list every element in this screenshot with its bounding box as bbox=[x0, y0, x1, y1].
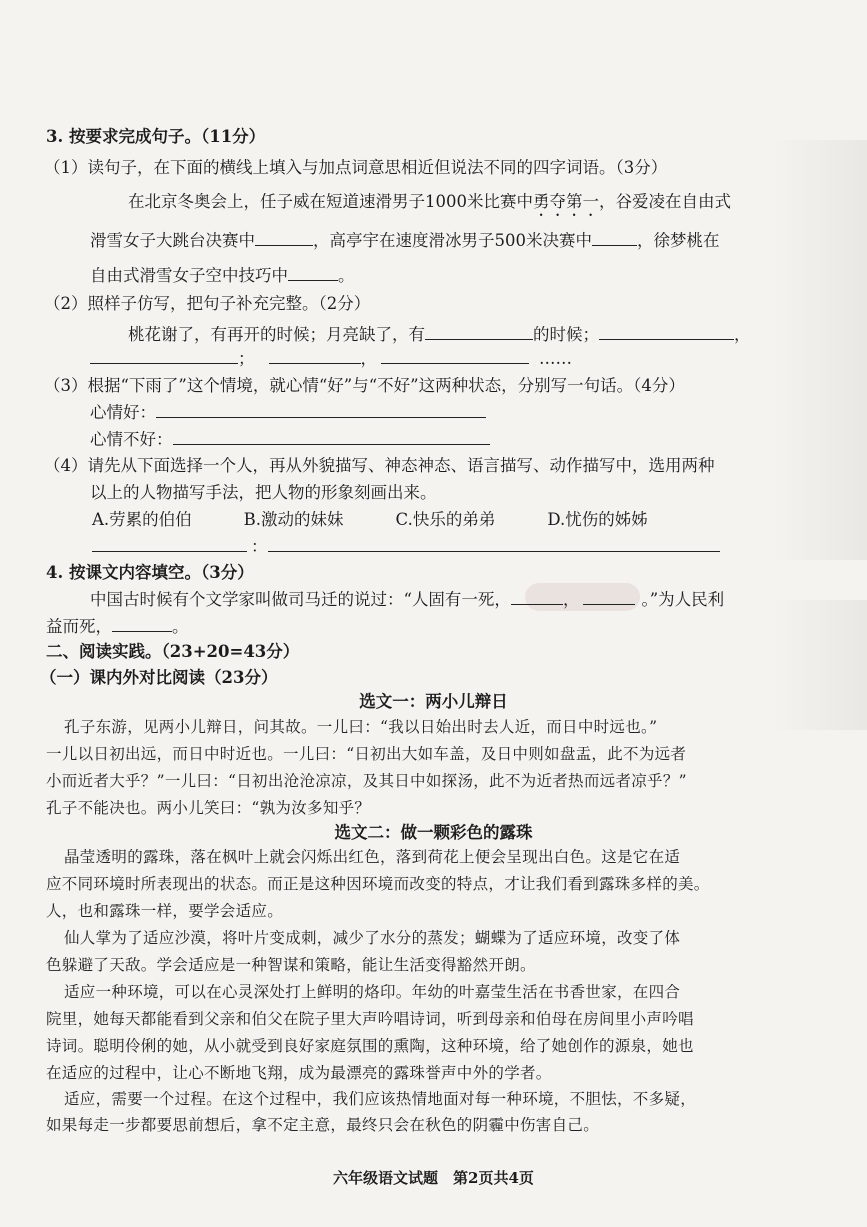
text-1-line: 孔子不能决也。两小儿笑曰：“孰为汝多知乎？ bbox=[46, 799, 371, 817]
text: ，谷爱凌在自由式 bbox=[599, 192, 731, 211]
answer-blank[interactable] bbox=[112, 615, 172, 632]
section-2-part-1-title: （一）课内外对比阅读（23分） bbox=[40, 668, 278, 687]
text: 益而死， bbox=[46, 617, 112, 636]
text-1-line: 孔子东游，见两小儿辩日，问其故。一儿曰：“我以日始出时去人近，而日中时远也。” bbox=[64, 718, 658, 736]
text: ，高亭宇在速度滑冰男子500米决赛中 bbox=[313, 231, 592, 250]
option-a: A.劳累的伯伯 bbox=[92, 510, 192, 529]
text: 心情不好： bbox=[90, 430, 173, 449]
text: ，徐梦桃在 bbox=[637, 231, 720, 250]
text-1-line: 小而近者大乎？”一儿曰：“日初出沧沧凉凉，及其日中如探汤，此不为近者热而远者凉乎？” bbox=[46, 772, 687, 790]
dotted-phrase: 勇夺第一 bbox=[533, 192, 599, 211]
text: 。”为人民利 bbox=[641, 590, 725, 609]
option-d: D.忧伤的姊姊 bbox=[547, 510, 648, 529]
q3-4-options bbox=[92, 509, 648, 531]
text-2-line: 晶莹透明的露珠，落在枫叶上就会闪烁出红色，落到荷花上便会呈现出白色。这是它在适 bbox=[64, 848, 681, 866]
answer-blank[interactable] bbox=[381, 347, 529, 364]
text-2-line: 应不同环境时所表现出的状态。而正是这种因环境而改变的特点，才让我们看到露珠多样的美。 bbox=[46, 875, 710, 893]
text: ， bbox=[360, 349, 377, 368]
text-2-title: 选文二：做一颗彩色的露珠 bbox=[334, 823, 533, 842]
q3-2-line-1 bbox=[128, 323, 751, 346]
text: 的时候； bbox=[533, 325, 599, 344]
text-1-line: 一儿以日初出远，而日中时近也。一儿曰：“日初出大如车盖，及日中则如盘盂，此不为远者 bbox=[46, 745, 687, 763]
answer-blank[interactable] bbox=[156, 401, 486, 418]
q3-4-instruction-2: 以上的人物描写手法，把人物的形象刻画出来。 bbox=[90, 483, 437, 502]
text-2-line: 院里，她每天都能看到父亲和伯父在院子里大声吟唱诗词，听到母亲和伯母在房间里小声吟唱 bbox=[46, 1010, 694, 1028]
text: ， bbox=[562, 590, 580, 609]
text: 桃花谢了，有再开的时候；月亮缺了，有 bbox=[128, 325, 425, 344]
text: ； bbox=[238, 349, 255, 368]
answer-blank[interactable] bbox=[268, 535, 720, 552]
answer-blank[interactable] bbox=[425, 323, 533, 340]
question-3-title: 3. 按要求完成句子。（11分） bbox=[46, 127, 266, 146]
text-2-line: 人，也和露珠一样，要学会适应。 bbox=[46, 902, 284, 920]
q3-1-line-3 bbox=[90, 264, 355, 287]
text-2-line: 诗词。聪明伶俐的她，从小就受到良好家庭氛围的熏陶，这种环境，给了她创作的源泉，她也 bbox=[46, 1037, 694, 1055]
q3-3-bad bbox=[90, 428, 490, 451]
text-1-title: 选文一：两小儿辩日 bbox=[359, 692, 508, 711]
q3-3-good bbox=[90, 401, 486, 424]
q3-1-line-1 bbox=[128, 191, 731, 220]
text-2-line: 如果每走一步都要思前想后，拿不定主意，最终只会在秋色的阴霾中伤害自己。 bbox=[46, 1116, 600, 1134]
q3-2-line-2 bbox=[90, 347, 572, 370]
option-b: B.激动的妹妹 bbox=[243, 510, 344, 529]
page-footer: 六年级语文试题 第2页共4页 bbox=[333, 1169, 534, 1187]
q3-4-answer-line bbox=[92, 535, 720, 558]
text-2-line: 在适应的过程中，让心不断地飞翔，成为最漂亮的露珠誉声中外的学者。 bbox=[46, 1064, 552, 1082]
option-c: C.快乐的弟弟 bbox=[395, 510, 496, 529]
q3-2-instruction: （2）照样子仿写，把句子补充完整。（2分） bbox=[44, 294, 371, 313]
q4-line-1 bbox=[90, 588, 724, 611]
text: …… bbox=[539, 349, 572, 368]
answer-blank[interactable] bbox=[269, 347, 361, 364]
section-2-title: 二、阅读实践。（23+20=43分） bbox=[46, 642, 300, 661]
q3-1-instruction: （1）读句子，在下面的横线上填入与加点词意思相近但说法不同的四字词语。（3分） bbox=[44, 158, 668, 177]
text: 自由式滑雪女子空中技巧中 bbox=[90, 266, 288, 285]
q3-3-instruction: （3）根据“下雨了”这个情境，就心情“好”与“不好”这两种状态，分别写一句话。（4分） bbox=[44, 376, 685, 395]
answer-blank[interactable] bbox=[90, 347, 238, 364]
answer-blank[interactable] bbox=[583, 588, 635, 605]
text: 滑雪女子大跳台决赛中 bbox=[90, 231, 255, 250]
q3-1-line-2 bbox=[90, 229, 720, 252]
bleed-through-shadow bbox=[772, 140, 867, 560]
text: 在北京冬奥会上，任子威在短道速滑男子1000米比赛中 bbox=[128, 192, 533, 211]
q3-4-instruction-1: （4）请先从下面选择一个人，再从外貌描写、神态神态、语言描写、动作描写中，选用两种 bbox=[44, 456, 715, 475]
text: 。 bbox=[338, 266, 355, 285]
text: ： bbox=[251, 537, 268, 556]
text: 心情好： bbox=[90, 403, 156, 422]
answer-blank[interactable] bbox=[173, 428, 490, 445]
text-2-line: 色躲避了天敌。学会适应是一种智谋和策略，能让生活变得豁然开朗。 bbox=[46, 956, 536, 974]
text: 。 bbox=[172, 617, 189, 636]
answer-blank[interactable] bbox=[288, 264, 338, 281]
answer-blank[interactable] bbox=[511, 588, 563, 605]
answer-blank[interactable] bbox=[92, 535, 247, 552]
answer-blank[interactable] bbox=[599, 323, 734, 340]
text: ， bbox=[734, 325, 751, 344]
text-2-line: 仙人掌为了适应沙漠，将叶片变成刺，减少了水分的蒸发；蝴蝶为了适应环境，改变了体 bbox=[64, 929, 681, 947]
text-2-line: 适应，需要一个过程。在这个过程中，我们应该热情地面对每一种环境，不胆怯，不多疑， bbox=[64, 1090, 697, 1108]
answer-blank[interactable] bbox=[592, 229, 637, 246]
text: 中国古时候有个文学家叫做司马迁的说过：“人固有一死， bbox=[90, 590, 511, 609]
text-2-line: 适应一种环境，可以在心灵深处打上鲜明的烙印。年幼的叶嘉莹生活在书香世家，在四合 bbox=[64, 983, 681, 1001]
question-4-title: 4. 按课文内容填空。（3分） bbox=[46, 563, 254, 582]
q4-line-2 bbox=[46, 615, 189, 638]
answer-blank[interactable] bbox=[255, 229, 313, 246]
